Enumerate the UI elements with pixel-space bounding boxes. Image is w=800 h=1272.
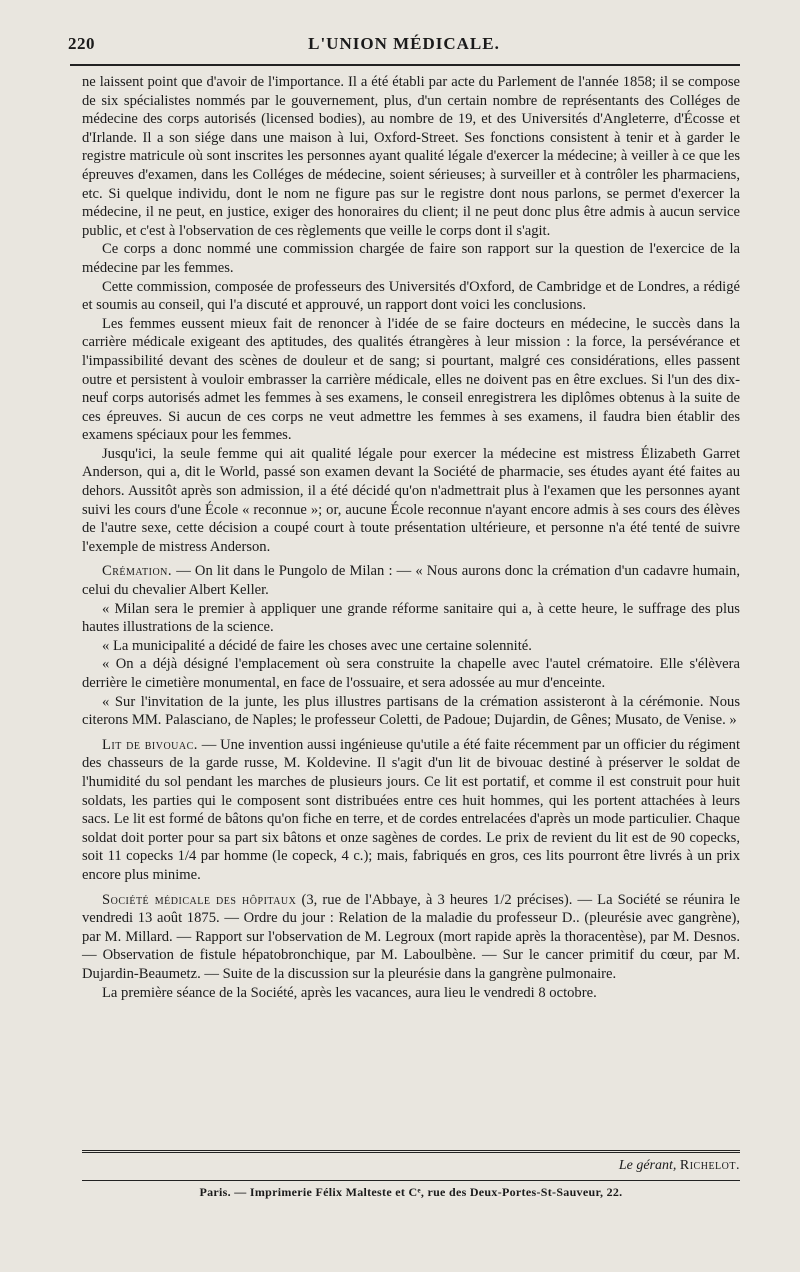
page-number: 220 <box>68 34 95 53</box>
header-rule <box>70 64 740 66</box>
paragraph: ne laissent point que d'avoir de l'importance. Il a été établi par acte du Parlement de l'année 1858; il se compose de six spécialistes nommés par le gouvernement, plus, d'un certain nombre de représentants des Colléges de médecine des corps autorisés (licensed bodies), au nombre de 19, et des Universités d'Angleterre, d'Écosse et d'Irlande. Il a son siége dans une maison à lui, Oxford-Street. Ses fonctions consistent à tenir et à garder le registre matricule où sont inscrites les personnes ayant qualité légale d'exercer la médecine; à veiller à ce que les épreuves d'examen, dans les Colléges de médecine, soient sérieuses; à surveiller et à contrôler les pharmaciens, etc. Si quelque individu, dont le nom ne figure pas sur le registre dont nous parlons, se permet d'exercer la médecine, il ne peut, en justice, exiger des honoraires du client; il ne peut donc plus être admis à aucun service public, et c'est à l'observation de ces règlements que veille le corps dont il s'agit. <box>82 74 740 239</box>
societe-note: La première séance de la Société, après les vacances, aura lieu le vendredi 8 octobre. <box>102 984 597 1001</box>
societe-text: (3, rue de l'Abbaye, à 3 heures 1/2 précises). — La Société se réunira le vendredi 13 août 1875. — Ordre du jour : Relation de la maladie du professeur D.. (pleurésie avec gangrène), par M. Millard. — Rapport sur l'observation de M. Legroux (mort rapide après la thoracentèse), par M. Desnos. — Observation de fistule hépatobronchique, par M. Laboulbène. — Sur le cancer primitif du cœur, par M. Dujardin-Beaumetz. — Suite de la discussion sur la pleurésie dans la gangrène pulmonaire. <box>82 891 740 982</box>
cremation-heading: Crémation. <box>102 563 173 580</box>
footer-rule <box>82 1150 740 1153</box>
gerant-signature <box>619 1158 740 1174</box>
cremation-quote: « La municipalité a décidé de faire les choses avec une certaine solennité. <box>102 637 532 654</box>
cremation-section <box>82 562 740 599</box>
bivouac-text: — Une invention aussi ingénieuse qu'utile a été faite récemment par un officier du régiment des chasseurs de la garde russe, M. Koldevine. Il s'agit d'un lit de bivouac destiné à préserver le soldat de l'humidité du sol pendant les marches de plusieurs jours. Ce lit est portatif, et comme il est construit pour huit soldats, les parties qui le composent sont distribuées entre ces huit hommes, qui les portent attachées à leurs sacs. Le lit est formé de bâtons qu'on fiche en terre, et de cordes entrelacées d'après un mode particulier. Chaque soldat doit porter pour sa part six bâtons et onze sagènes de cordes. Le prix de revient du lit est de 90 copecks, soit 11 copecks 1/4 par homme (le copeck, 4 c.); mais, fabriqués en gros, ces lits pourront être livrés à un prix encore plus minime. <box>82 736 741 883</box>
printer-imprint: Paris. — Imprimerie Félix Malteste et Cᵉ, rue des Deux-Portes-St-Sauveur, 22. <box>199 1185 623 1199</box>
societe-heading: Société médicale des hôpitaux <box>102 891 297 908</box>
journal-title: L'UNION MÉDICALE. <box>308 34 500 53</box>
cremation-quote: « Milan sera le premier à appliquer une grande réforme sanitaire qui a, à cette heure, le suffrage des plus hautes illustrations de la science. <box>82 600 740 636</box>
bivouac-heading: Lit de bivouac. <box>102 736 198 753</box>
societe-section <box>82 891 740 984</box>
gerant-name: Richelot. <box>679 1158 740 1173</box>
paragraph: Cette commission, composée de professeurs des Universités d'Oxford, de Cambridge et de Londres, a rédigé et soumis au conseil, qui l'a discuté et approuvé, un rapport dont voici les conclusions. <box>82 278 740 314</box>
paragraph: Jusqu'ici, la seule femme qui ait qualité légale pour exercer la médecine est mistress Élizabeth Garret Anderson, qui a, dit le World, passé son examen devant la Société de pharmacie, ses études ayant été faites au dehors. Aussitôt après son admission, il a été décidé qu'on n'admettrait plus à l'examen que les personnes ayant suivi les cours d'une École « reconnue »; or, aucune École reconnue n'ayant encore admis à ses cours des élèves de l'autre sexe, cette décision a coupé court à toute présentation ultérieure, et personne n'a été tenté de suivre l'exemple de mistress Anderson. <box>82 445 740 555</box>
cremation-quote: « On a déjà désigné l'emplacement où sera construite la chapelle avec l'autel crématoire. Elle s'élèvera derrière le cimetière monumental, en face de l'ossuaire, et sera adossée au mur d'enceinte. <box>82 656 740 691</box>
bivouac-section <box>82 736 740 885</box>
article-body <box>82 73 740 1002</box>
imprint-rule <box>82 1180 740 1181</box>
gerant-label: Le gérant, <box>618 1158 677 1173</box>
paragraph: Ce corps a donc nommé une commission chargée de faire son rapport sur la question de l'exercice de la médecine par les femmes. <box>82 241 740 276</box>
cremation-quote: « Sur l'invitation de la junte, les plus illustres partisans de la crémation assisteront à la cérémonie. Nous citerons MM. Palasciano, de Naples; le professeur Coletti, de Padoue; Dujardin, de Gênes; Musato, de Venise. » <box>82 693 740 729</box>
cremation-intro: — On lit dans le Pungolo de Milan : — « Nous aurons donc la crémation d'un cadavre humain, celui du chevalier Albert Keller. <box>82 563 740 599</box>
paragraph: Les femmes eussent mieux fait de renoncer à l'idée de se faire docteurs en médecine, le succès dans la carrière médicale exigeant des aptitudes, des qualités étrangères à leur mission : la force, la persévérance et l'impassibilité devant des scènes de douleur et de sang; si pourtant, malgré ces considérations, elles passent outre et persistent à vouloir embrasser la carrière médicale, elles ne doivent pas en être exclues. Si l'un des dix-neuf corps autorisés admet les femmes à ses examens, le conseil enregistrera les diplômes obtenus à la suite de ces épreuves. Si aucun de ces corps ne veut admettre les femmes à ses examens, il faudra bien établir des examens spéciaux pour les femmes. <box>82 315 740 444</box>
page-header <box>68 32 740 58</box>
